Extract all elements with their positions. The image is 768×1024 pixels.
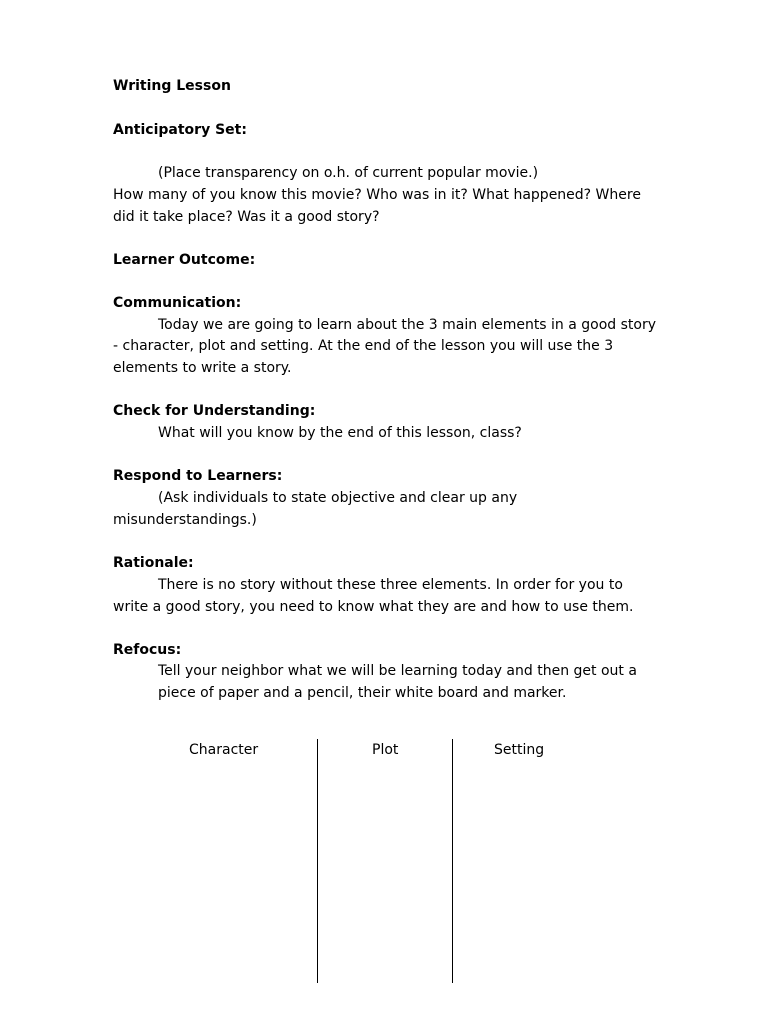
rationale-line-1: There is no story without these three elements. In order for you to (158, 577, 623, 593)
communication-line-3: elements to write a story. (113, 360, 292, 376)
anticipatory-set-heading: Anticipatory Set: (113, 122, 247, 138)
refocus-line-2: piece of paper and a pencil, their white board and marker. (158, 685, 567, 701)
respond-to-learners-line-1: (Ask individuals to state objective and clear up any (158, 490, 518, 506)
learner-outcome-heading: Learner Outcome: (113, 252, 256, 268)
refocus-line-1: Tell your neighbor what we will be learning today and then get out a (158, 663, 637, 679)
communication-heading: Communication: (113, 295, 242, 311)
column-header-character: Character (189, 742, 259, 758)
document-title: Writing Lesson (113, 78, 231, 94)
refocus-heading: Refocus: (113, 642, 182, 658)
rationale-heading: Rationale: (113, 555, 194, 571)
column-divider-2 (452, 739, 453, 983)
column-divider-1 (317, 739, 318, 983)
rationale-line-2: write a good story, you need to know what they are and how to use them. (113, 599, 634, 615)
communication-line-1: Today we are going to learn about the 3 main elements in a good story (158, 317, 657, 333)
respond-to-learners-heading: Respond to Learners: (113, 468, 283, 484)
anticipatory-set-line-1: (Place transparency on o.h. of current popular movie.) (158, 165, 539, 181)
anticipatory-set-line-2: How many of you know this movie? Who was in it? What happened? Where (113, 187, 641, 203)
anticipatory-set-line-3: did it take place? Was it a good story? (113, 209, 380, 225)
check-for-understanding-line-1: What will you know by the end of this lesson, class? (158, 425, 522, 441)
column-header-plot: Plot (372, 742, 399, 758)
check-for-understanding-heading: Check for Understanding: (113, 403, 316, 419)
communication-line-2: - character, plot and setting. At the end of the lesson you will use the 3 (113, 338, 614, 354)
column-header-setting: Setting (494, 742, 545, 758)
respond-to-learners-line-2: misunderstandings.) (113, 512, 257, 528)
